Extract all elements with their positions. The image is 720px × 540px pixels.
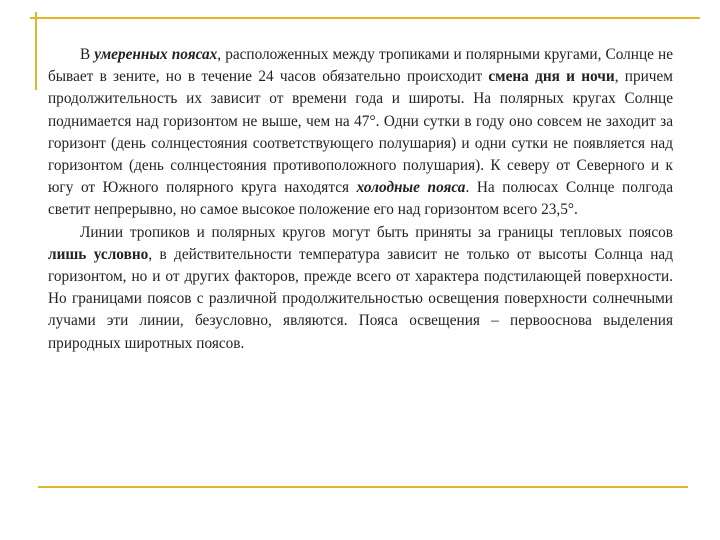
p1-text-2: , расположенных между тропиками и полярными кругами, Солнце не бывает в зените, но в течение 24 часов обязательно происходит: [48, 46, 674, 86]
term-only-conditionally: лишь условно: [48, 245, 149, 263]
term-day-night-change: смена дня и ночи: [488, 68, 615, 86]
term-cold-zones: холодные пояса: [356, 179, 466, 197]
term-temperate-zones: умеренных поясах: [94, 46, 218, 63]
paragraph-temperate-zones: [48, 44, 673, 222]
bottom-rule: [38, 486, 688, 488]
p2-text-1: Линии тропиков и полярных кругов могут быть приняты за границы тепловых поясов: [80, 223, 673, 241]
top-rule: [30, 17, 700, 19]
p1-text-4: . На полюсах Солнце полгода светит непрерывно, но самое высокое положение его над горизонтом всего 23,5°.: [48, 179, 673, 219]
p1-text-1: В: [80, 46, 95, 63]
left-rule: [35, 12, 37, 90]
paragraph-zone-boundaries: [48, 222, 673, 355]
p1-text-3: , причем продолжительность их зависит от времени года и широты. На полярных кругах Солнце поднимается над горизонтом не выше, чем на 47°. Одни сутки в году оно совсем не заходит за горизонт (день солнцестояния соответствующего полушария) и одни сутки не появляется над горизонтом (день солнцестояния противоположного полушария). К северу от Северного и к югу от Южного полярного круга находятся: [48, 68, 673, 197]
slide-text: [48, 44, 673, 355]
p2-text-2: , в действительности температура зависит не только от высоты Солнца над горизонтом, но и от других факторов, прежде всего от характера подстилающей поверхности. Но границами поясов с различной продолжительностью освещения поверхности солнечными лучами эти линии, безусловно, являются. Пояса освещения – первооснова выделения природных широтных поясов.: [48, 245, 673, 352]
